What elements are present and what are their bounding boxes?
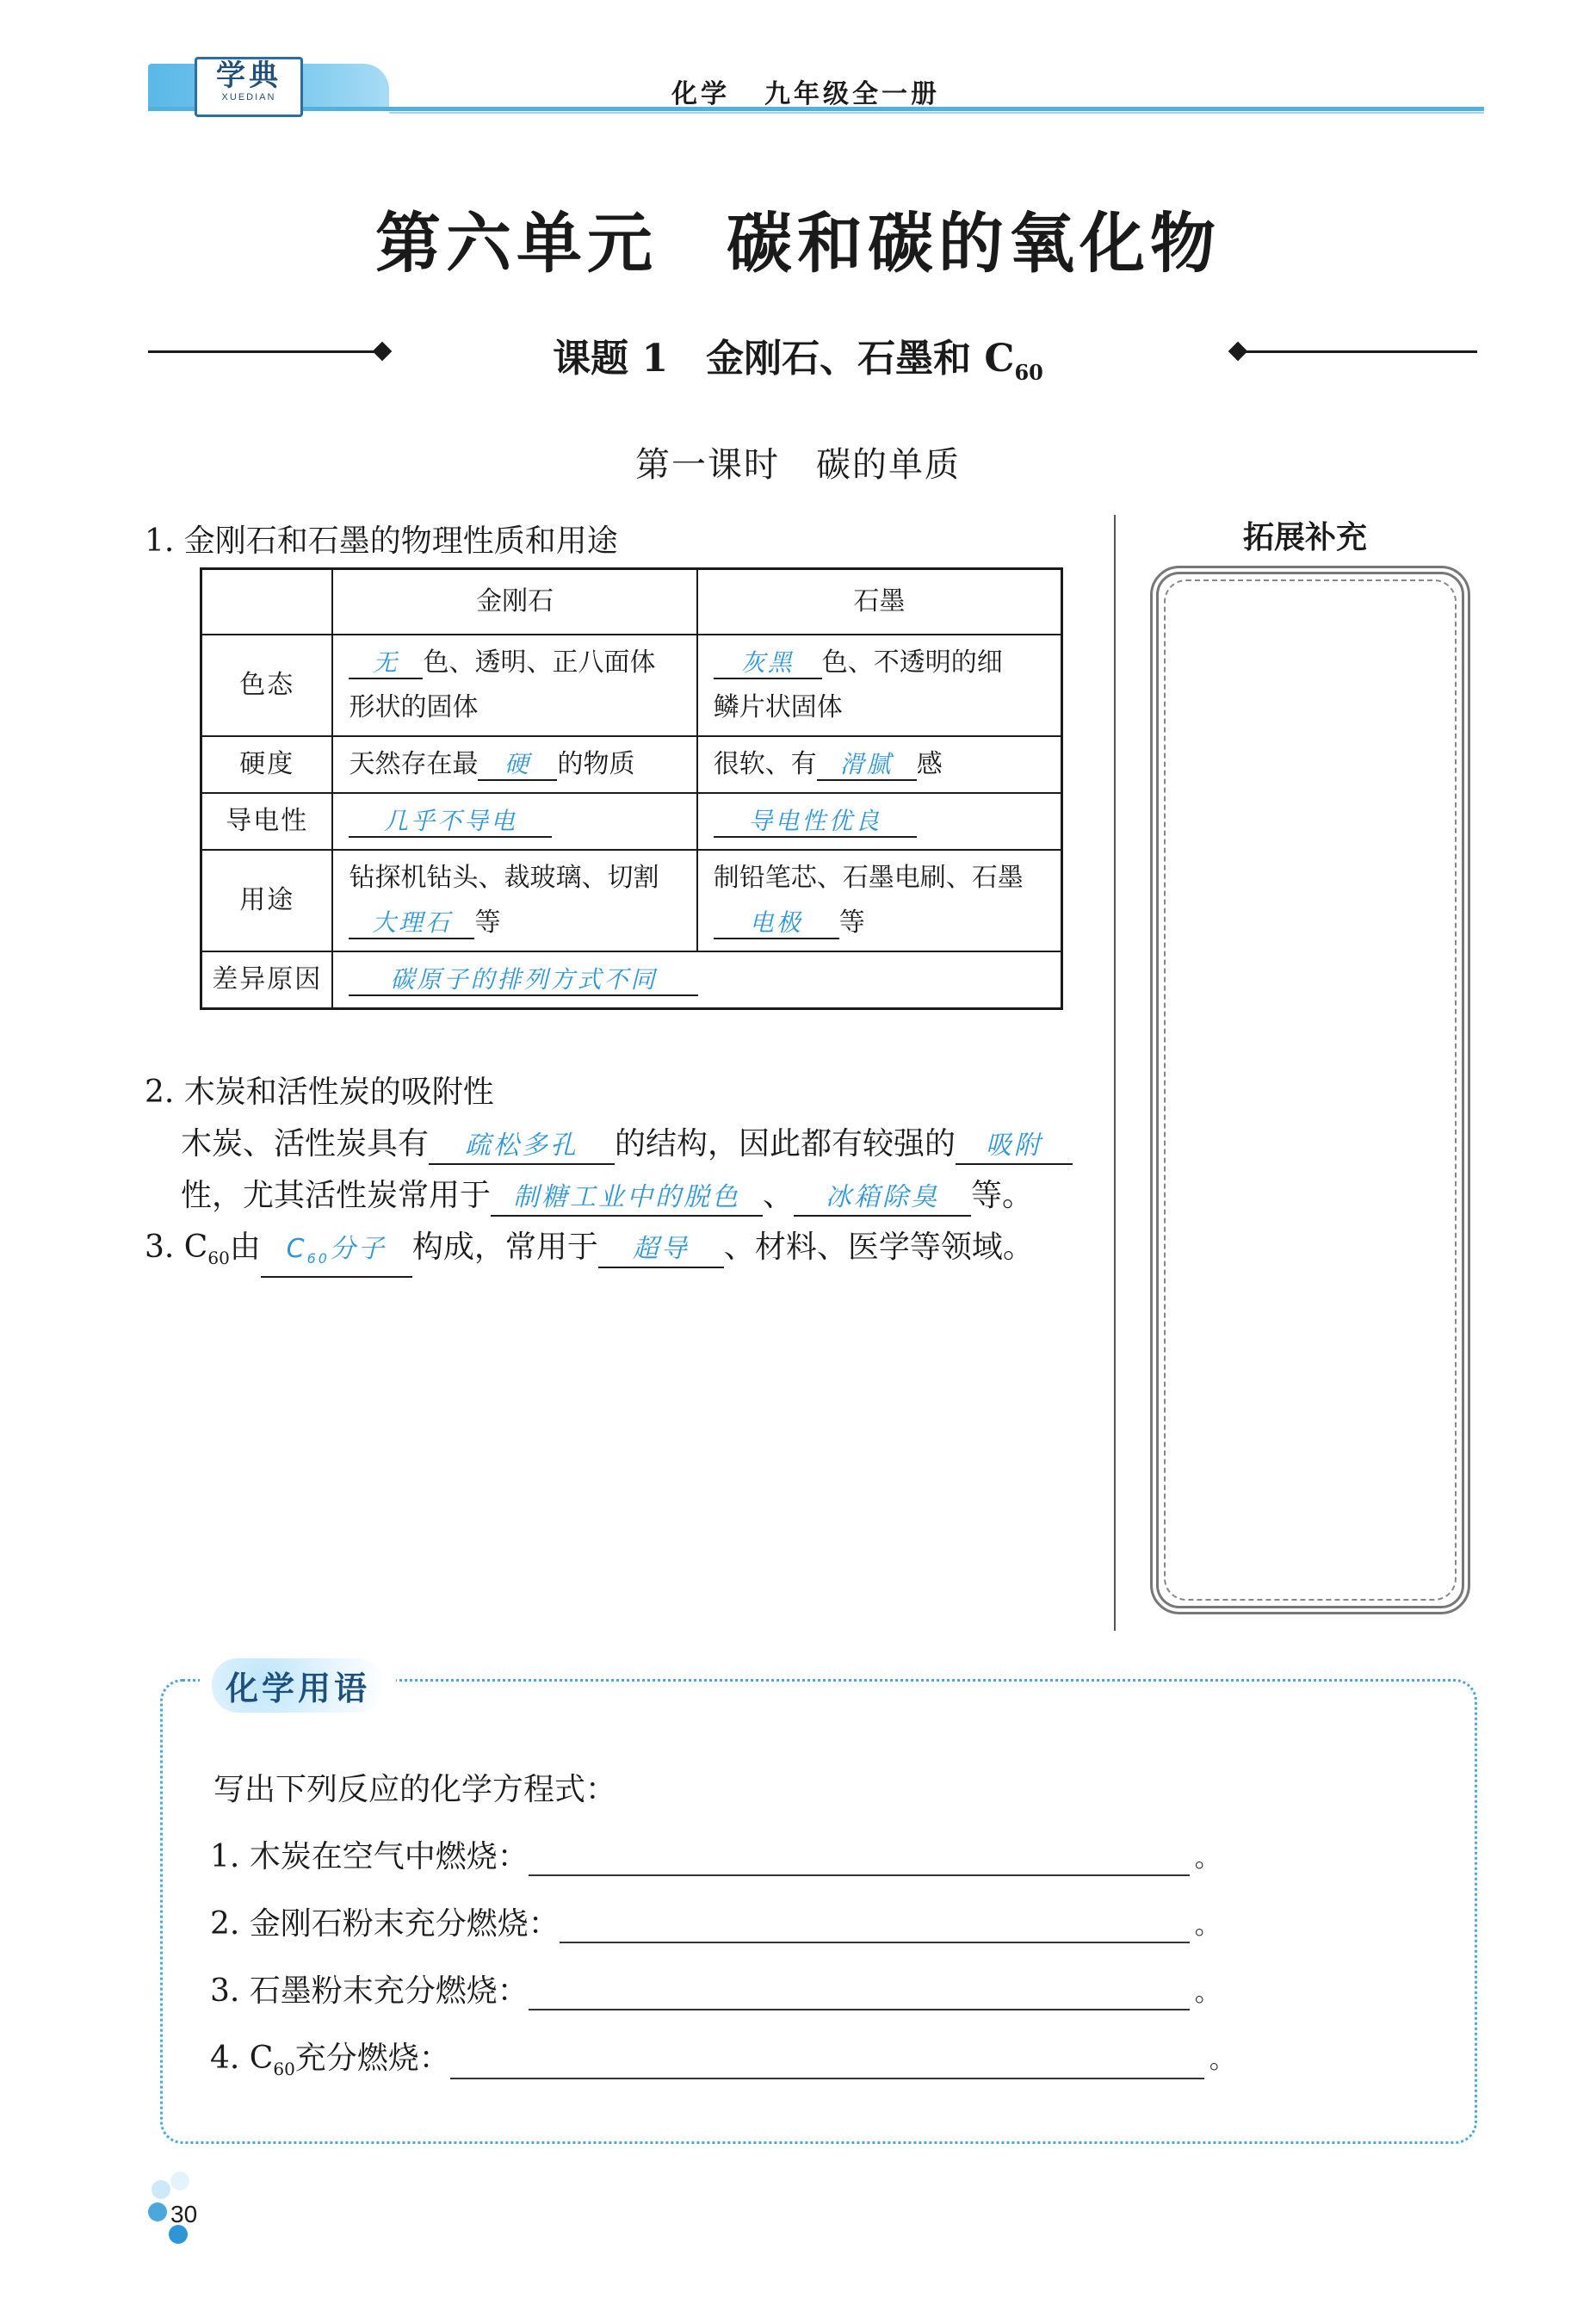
cell-text: 等 [838, 908, 865, 938]
logo-subtext: XUEDIAN [221, 92, 276, 102]
answer-subscript: 60 [306, 1250, 330, 1267]
equation-answer-line[interactable] [450, 2048, 1204, 2079]
equation-label: 4. C [210, 2041, 274, 2076]
equation-item [210, 1832, 1221, 1876]
q2-text: 的结构，因此都有较强的 [615, 1126, 956, 1162]
grade-label: 九年级全一册 [764, 79, 940, 109]
page-number: 30 [170, 2201, 198, 2227]
unit-title-number: 第六单元 [375, 205, 658, 282]
chemical-terms-label: 化学用语 [212, 1658, 384, 1713]
column-divider [1114, 515, 1116, 1631]
hex-dot-icon [152, 2180, 170, 2199]
period-mark: 。 [1194, 1911, 1221, 1941]
period-mark: 。 [1194, 1843, 1221, 1874]
lesson-title-text: 课题 1 金刚石、石墨和 C [553, 337, 1015, 381]
logo [195, 57, 303, 117]
diamond-conductivity-cell [332, 793, 696, 850]
table-row [201, 635, 1062, 736]
header-subject [671, 72, 974, 110]
hex-dot-icon [170, 2171, 189, 2190]
q3-line [145, 1223, 1034, 1278]
graphite-color-cell [697, 635, 1062, 736]
answer-blank: 几乎不导电 [349, 807, 552, 838]
period-mark: 。 [1209, 2045, 1235, 2075]
cell-text: 形状的固体 [349, 692, 479, 722]
answer-blank: 灰黑 [714, 648, 822, 679]
diamond-uses-cell [332, 850, 696, 951]
cell-text: 天然存在最 [349, 749, 479, 779]
cell-text: 鳞片状固体 [713, 692, 843, 722]
answer-blank: 电极 [714, 908, 839, 939]
row-label-uses: 用途 [201, 850, 333, 951]
q2-line2 [181, 1171, 1033, 1217]
answer-text: 分子 [329, 1234, 387, 1264]
answer-text: C [286, 1234, 307, 1264]
diamond-color-cell [332, 635, 696, 736]
answer-blank: 大理石 [349, 908, 474, 939]
equation-answer-line[interactable] [529, 1845, 1190, 1876]
cell-text: 的物质 [557, 749, 635, 779]
q2-text: 性，尤其活性炭常用于 [181, 1178, 492, 1213]
q3-text: 3. C [145, 1230, 208, 1265]
row-label-conductivity: 导电性 [201, 793, 333, 850]
col-header-graphite: 石墨 [697, 569, 1062, 635]
q2-text: 、 [763, 1178, 795, 1213]
answer-blank: 吸附 [956, 1129, 1073, 1165]
table-row [201, 736, 1062, 793]
graphite-uses-cell [697, 850, 1062, 951]
answer-blank [261, 1232, 412, 1278]
equation-label: 充分燃烧： [294, 2041, 450, 2076]
extension-notes-box[interactable] [1150, 566, 1470, 1614]
lesson-title-sub: 60 [1014, 359, 1043, 385]
hex-dot-icon [148, 2202, 167, 2221]
q2-line1 [181, 1119, 1073, 1165]
cell-text: 制铅笔芯、石墨电刷、石墨 [713, 863, 1024, 893]
equation-answer-line[interactable] [529, 1979, 1190, 2010]
cell-text: 等 [474, 908, 501, 938]
graphite-hardness-cell [697, 736, 1062, 793]
answer-blank: 无 [349, 648, 423, 679]
answer-blank: 制糖工业中的脱色 [491, 1180, 763, 1217]
q3-text: 由 [229, 1230, 261, 1265]
q3-text: 、材料、医学等领域。 [723, 1230, 1034, 1265]
equation-label: 1. 木炭在空气中燃烧： [210, 1839, 529, 1874]
cell-text: 钻探机钻头、裁玻璃、切割 [349, 863, 659, 893]
q3-text: 构成，常用于 [411, 1230, 598, 1265]
cell-text: 色、透明、正八面体 [423, 647, 656, 678]
row-label-color: 色态 [201, 635, 333, 736]
q1-title: 1. 金刚石和石墨的物理性质和用途 [145, 523, 618, 559]
graphite-conductivity-cell [697, 793, 1062, 850]
row-label-hardness: 硬度 [201, 736, 333, 793]
table-row [201, 850, 1062, 951]
table-corner-cell [201, 569, 333, 635]
terms-prompt: 写出下列反应的化学方程式： [213, 1772, 617, 1807]
cell-text: 很软、有 [713, 749, 817, 779]
equation-item [210, 2034, 1235, 2079]
equation-label: 2. 金刚石粉末充分燃烧： [210, 1906, 560, 1942]
answer-blank: 超导 [598, 1232, 724, 1268]
properties-table [200, 567, 1063, 1010]
q2-title: 2. 木炭和活性炭的吸附性 [145, 1075, 494, 1110]
extension-title: 拓展补充 [1243, 520, 1368, 555]
lesson-title [0, 327, 1596, 385]
answer-blank: 滑腻 [817, 750, 917, 781]
col-header-diamond: 金刚石 [332, 569, 696, 635]
equation-subscript: 60 [273, 2059, 295, 2080]
answer-blank: 导电性优良 [714, 807, 917, 838]
table-row [201, 793, 1062, 850]
table-row [201, 951, 1062, 1009]
diamond-hardness-cell [332, 736, 696, 793]
answer-blank: 冰箱除臭 [794, 1180, 971, 1217]
unit-title-topic: 碳和碳的氧化物 [727, 205, 1221, 282]
q2-text: 等。 [971, 1178, 1034, 1213]
equation-label: 3. 石墨粉末充分燃烧： [210, 1973, 529, 2009]
unit-title [0, 191, 1596, 285]
chemical-terms-tag [200, 1657, 396, 1714]
period-title: 第一课时 碳的单质 [635, 445, 961, 485]
equation-answer-line[interactable] [560, 1912, 1190, 1943]
row-label-reason: 差异原因 [201, 951, 333, 1009]
cell-text: 色、不透明的细 [821, 647, 1003, 678]
period-mark: 。 [1194, 1978, 1221, 2008]
reason-cell [332, 951, 1061, 1009]
equation-item [210, 1899, 1221, 1943]
table-header-row [201, 569, 1062, 635]
answer-blank: 碳原子的排列方式不同 [349, 965, 698, 996]
equation-item [210, 1967, 1221, 2010]
answer-blank: 硬 [478, 750, 557, 781]
subject-label: 化学 [671, 79, 730, 109]
q2-text: 木炭、活性炭具有 [181, 1126, 430, 1162]
q3-subscript: 60 [207, 1248, 230, 1269]
logo-text: 学典 [216, 59, 281, 93]
cell-text: 感 [916, 749, 943, 779]
answer-blank: 疏松多孔 [429, 1129, 615, 1165]
header-rule-thin [389, 112, 1484, 114]
